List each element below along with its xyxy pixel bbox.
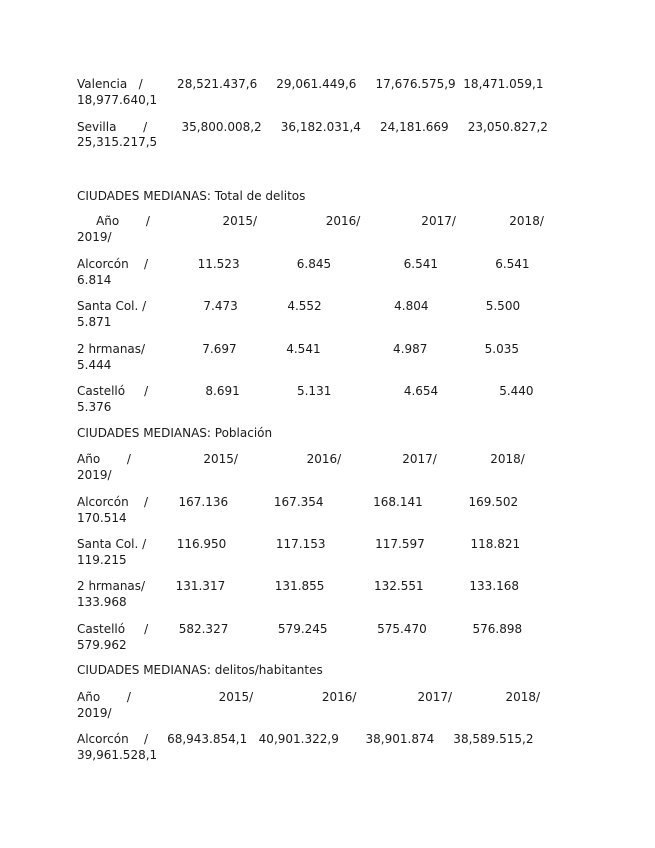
text-line: Castelló / 582.327 579.245 575.470 576.898 xyxy=(77,622,523,636)
text-line: Castelló / 8.691 5.131 4.654 5.440 xyxy=(77,384,534,398)
text-line: 2 hrmanas/ 131.317 131.855 132.551 133.168 xyxy=(77,579,520,593)
section-heading: CIUDADES MEDIANAS: Total de delitos xyxy=(77,189,306,203)
text-line: 5.871 xyxy=(77,315,112,329)
text-line: Sevilla / 35,800.008,2 36,182.031,4 24,181.669 23,050.827,2 xyxy=(77,120,548,134)
text-line: 119.215 xyxy=(77,553,127,567)
text-line: 5.376 xyxy=(77,400,112,414)
text-line: 5.444 xyxy=(77,358,112,372)
text-line: Alcorcón / 68,943.854,1 40,901.322,9 38,901.874 38,589.515,2 xyxy=(77,732,534,746)
text-line: Santa Col. / 116.950 117.153 117.597 118.821 xyxy=(77,537,521,551)
text-line: 2019/ xyxy=(77,230,112,244)
text-line: Alcorcón / 11.523 6.845 6.541 6.541 xyxy=(77,257,530,271)
text-line: 2019/ xyxy=(77,468,112,482)
text-line: 6.814 xyxy=(77,273,112,287)
text-line: Santa Col. / 7.473 4.552 4.804 5.500 xyxy=(77,299,521,313)
section-heading: CIUDADES MEDIANAS: delitos/habitantes xyxy=(77,663,323,677)
text-line: Año / 2015/ 2016/ 2017/ 2018/ xyxy=(77,452,525,466)
text-line: 579.962 xyxy=(77,638,127,652)
text-line: Año / 2015/ 2016/ 2017/ 2018/ xyxy=(77,690,541,704)
text-line: 25,315.217,5 xyxy=(77,135,158,149)
text-line: Valencia / 28,521.437,6 29,061.449,6 17,676.575,9 18,471.059,1 xyxy=(77,77,544,91)
text-line: 2019/ xyxy=(77,706,112,720)
text-line: 133.968 xyxy=(77,595,127,609)
text-line: Año / 2015/ 2016/ 2017/ 2018/ xyxy=(77,214,544,228)
text-line: 39,961.528,1 xyxy=(77,748,158,762)
text-line: Alcorcón / 167.136 167.354 168.141 169.502 xyxy=(77,495,519,509)
section-heading: CIUDADES MEDIANAS: Población xyxy=(77,426,273,440)
text-line: 2 hrmanas/ 7.697 4.541 4.987 5.035 xyxy=(77,342,519,356)
text-line: 170.514 xyxy=(77,511,127,525)
text-line: 18,977.640,1 xyxy=(77,93,158,107)
